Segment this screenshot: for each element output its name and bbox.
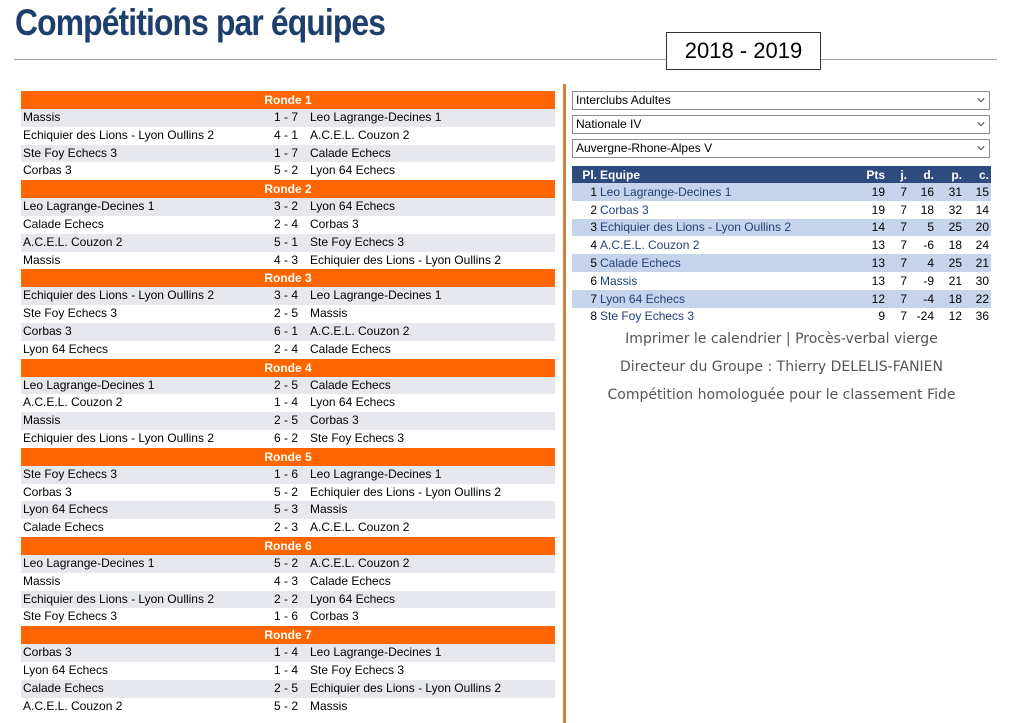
season-label: 2018 - 2019 (666, 32, 821, 70)
match-score: 2 - 4 (274, 216, 299, 231)
standings-row (572, 236, 991, 254)
home-team: Calade Echecs (23, 216, 104, 231)
home-team: Lyon 64 Echecs (23, 341, 108, 356)
away-team: A.C.E.L. Couzon 2 (310, 520, 410, 535)
away-team: Lyon 64 Echecs (310, 163, 395, 178)
played-cell: 7 (900, 273, 907, 288)
away-team: Ste Foy Echecs 3 (310, 662, 405, 677)
match-score: 3 - 4 (274, 288, 299, 303)
away-team: Leo Lagrange-Decines 1 (310, 466, 442, 481)
for-cell: 32 (948, 202, 962, 217)
match-row (21, 162, 555, 180)
round-header: Ronde 2 (21, 180, 555, 198)
standings-row (572, 201, 991, 219)
away-team: Calade Echecs (310, 145, 391, 160)
match-row (21, 680, 555, 698)
away-team: Massis (310, 698, 348, 713)
chevron-down-icon (977, 96, 985, 104)
round-header: Ronde 5 (21, 448, 555, 466)
played-cell: 7 (885, 183, 907, 201)
match-row (21, 430, 555, 448)
away-team: Massis (310, 306, 348, 321)
points-cell: 13 (871, 238, 885, 253)
header-p: p. (934, 166, 962, 183)
team-cell: Massis (600, 273, 638, 288)
match-row (21, 394, 555, 412)
fixtures-table (21, 91, 555, 715)
team-cell: A.C.E.L. Couzon 2 (600, 238, 700, 253)
played-cell: 7 (900, 309, 907, 324)
match-row (21, 644, 555, 662)
away-team: Calade Echecs (310, 573, 391, 588)
header-c: c. (962, 166, 991, 183)
division-select-value: Nationale IV (576, 117, 642, 131)
match-score: 1 - 4 (274, 395, 299, 410)
home-team: Corbas 3 (23, 484, 72, 499)
match-score: 1 - 4 (274, 662, 299, 677)
match-row (21, 341, 555, 359)
match-score: 2 - 5 (274, 377, 299, 392)
points-cell: 13 (860, 254, 885, 272)
points-cell: 19 (860, 183, 885, 201)
away-team: A.C.E.L. Couzon 2 (310, 323, 410, 338)
home-team: Massis (23, 573, 61, 588)
home-team: Ste Foy Echecs 3 (23, 306, 118, 321)
played-cell: 7 (900, 202, 907, 217)
match-score: 2 - 4 (274, 341, 299, 356)
for-cell: 18 (948, 238, 962, 253)
match-row (21, 662, 555, 680)
points-cell: 14 (860, 219, 885, 237)
against-cell: 22 (962, 290, 991, 308)
match-score: 5 - 2 (274, 698, 299, 713)
played-cell: 7 (885, 290, 907, 308)
against-cell: 20 (962, 219, 991, 237)
standings-row (572, 272, 991, 290)
match-score: 5 - 1 (274, 234, 299, 249)
match-score: 4 - 1 (274, 127, 299, 142)
match-row (21, 519, 555, 537)
home-team: Ste Foy Echecs 3 (23, 145, 118, 160)
played-cell: 7 (900, 238, 907, 253)
played-cell: 7 (885, 219, 907, 237)
played-cell: 7 (885, 254, 907, 272)
standings-header-row (572, 166, 991, 183)
away-team: Leo Lagrange-Decines 1 (310, 288, 442, 303)
match-row (21, 698, 555, 716)
match-score: 1 - 7 (274, 110, 299, 124)
standings-row (572, 254, 991, 272)
match-row (21, 216, 555, 234)
standings-row (572, 308, 991, 326)
diff-cell: -4 (907, 290, 934, 308)
rank-cell: 3 (572, 219, 597, 237)
home-team: Leo Lagrange-Decines 1 (23, 377, 155, 392)
home-team: Lyon 64 Echecs (23, 502, 108, 517)
points-cell: 9 (878, 309, 885, 324)
title-divider (14, 59, 997, 60)
diff-cell: -24 (916, 309, 934, 324)
group-select[interactable] (572, 139, 990, 158)
away-team: Calade Echecs (310, 377, 391, 392)
match-row (21, 198, 555, 216)
director-link[interactable]: Directeur du Groupe : Thierry DELELIS-FANIEN (619, 359, 943, 375)
competition-select[interactable] (572, 91, 990, 110)
match-score: 5 - 2 (274, 484, 299, 499)
against-cell: 15 (962, 183, 991, 201)
home-team: A.C.E.L. Couzon 2 (23, 395, 123, 410)
rank-cell: 5 (572, 254, 597, 272)
standings-row (572, 290, 991, 308)
diff-cell: 5 (907, 219, 934, 237)
round-header: Ronde 4 (21, 359, 555, 377)
match-score: 2 - 5 (274, 413, 299, 428)
points-cell: 19 (871, 202, 885, 217)
standings-table (572, 166, 991, 325)
home-team: A.C.E.L. Couzon 2 (23, 698, 123, 713)
home-team: Echiquier des Lions - Lyon Oullins 2 (23, 591, 214, 606)
standings-row (572, 219, 991, 237)
links-separator: | (781, 331, 796, 347)
for-cell: 25 (934, 219, 962, 237)
home-team: Massis (23, 110, 61, 124)
header-pts: Pts (860, 166, 885, 183)
rank-cell: 1 (572, 183, 597, 201)
match-row (21, 608, 555, 626)
header-d: d. (907, 166, 934, 183)
team-cell: Ste Foy Echecs 3 (600, 309, 695, 324)
away-team: Echiquier des Lions - Lyon Oullins 2 (310, 484, 501, 499)
group-select-value: Auvergne-Rhone-Alpes V (576, 141, 713, 155)
standings-row (572, 183, 991, 201)
match-row (21, 466, 555, 484)
match-score: 4 - 3 (274, 573, 299, 588)
director-line (572, 359, 991, 375)
print-calendar-link[interactable]: Imprimer le calendrier (625, 331, 782, 347)
division-select[interactable] (572, 115, 990, 134)
diff-cell: -9 (923, 273, 934, 288)
points-cell: 12 (860, 290, 885, 308)
away-team: Ste Foy Echecs 3 (310, 234, 405, 249)
away-team: A.C.E.L. Couzon 2 (310, 555, 410, 570)
match-row (21, 287, 555, 305)
rank-cell: 7 (572, 290, 597, 308)
away-team: Leo Lagrange-Decines 1 (310, 110, 442, 124)
rank-cell: 6 (590, 273, 597, 288)
print-links (572, 331, 991, 347)
match-score: 5 - 2 (274, 163, 299, 178)
team-cell: Lyon 64 Echecs (597, 290, 860, 308)
round-header: Ronde 6 (21, 537, 555, 555)
rank-cell: 2 (590, 202, 597, 217)
match-score: 4 - 3 (274, 252, 299, 267)
away-team: Corbas 3 (310, 609, 359, 624)
diff-cell: 16 (907, 183, 934, 201)
chevron-down-icon (977, 120, 985, 128)
match-score: 1 - 4 (274, 645, 299, 660)
header-team: Equipe (597, 166, 860, 183)
home-team: Calade Echecs (23, 520, 104, 535)
home-team: Leo Lagrange-Decines 1 (23, 199, 155, 214)
diff-cell: -6 (923, 238, 934, 253)
home-team: Corbas 3 (23, 163, 72, 178)
home-team: Leo Lagrange-Decines 1 (23, 555, 155, 570)
home-team: Corbas 3 (23, 645, 72, 660)
for-cell: 31 (934, 183, 962, 201)
match-score: 1 - 6 (274, 466, 299, 481)
away-team: Lyon 64 Echecs (310, 591, 395, 606)
away-team: Calade Echecs (310, 341, 391, 356)
match-row (21, 305, 555, 323)
chevron-down-icon (977, 144, 985, 152)
against-cell: 30 (975, 273, 989, 288)
match-row (21, 377, 555, 395)
team-cell: Echiquier des Lions - Lyon Oullins 2 (597, 219, 860, 237)
for-cell: 25 (934, 254, 962, 272)
match-row (21, 501, 555, 519)
away-team: Echiquier des Lions - Lyon Oullins 2 (310, 680, 501, 695)
fide-note: Compétition homologuée pour le classement Fide (607, 387, 956, 403)
for-cell: 21 (948, 273, 962, 288)
round-header: Ronde 1 (21, 91, 555, 109)
against-cell: 21 (962, 254, 991, 272)
away-team: Massis (310, 502, 348, 517)
page-title: Compétitions par équipes (15, 2, 386, 43)
home-team: Massis (23, 413, 61, 428)
match-row (21, 591, 555, 609)
match-row (21, 109, 555, 127)
against-cell: 14 (975, 202, 989, 217)
match-score: 2 - 5 (274, 306, 299, 321)
home-team: Ste Foy Echecs 3 (23, 466, 118, 481)
away-team: Lyon 64 Echecs (310, 199, 395, 214)
header-j: j. (885, 166, 907, 183)
match-score: 1 - 6 (274, 609, 299, 624)
round-header: Ronde 3 (21, 269, 555, 287)
rank-cell: 4 (590, 238, 597, 253)
home-team: Lyon 64 Echecs (23, 662, 108, 677)
match-row (21, 252, 555, 270)
match-score: 5 - 3 (274, 502, 299, 517)
match-row (21, 145, 555, 163)
blank-report-link[interactable]: Procès-verbal vierge (795, 331, 938, 347)
home-team: Echiquier des Lions - Lyon Oullins 2 (23, 127, 214, 142)
column-divider (563, 84, 566, 723)
diff-cell: 18 (920, 202, 934, 217)
away-team: Corbas 3 (310, 413, 359, 428)
match-row (21, 234, 555, 252)
home-team: Corbas 3 (23, 323, 72, 338)
home-team: Echiquier des Lions - Lyon Oullins 2 (23, 430, 214, 445)
rank-cell: 8 (590, 309, 597, 324)
home-team: Echiquier des Lions - Lyon Oullins 2 (23, 288, 214, 303)
match-score: 5 - 2 (274, 555, 299, 570)
team-cell: Leo Lagrange-Decines 1 (597, 183, 860, 201)
away-team: Lyon 64 Echecs (310, 395, 395, 410)
match-row (21, 323, 555, 341)
home-team: Ste Foy Echecs 3 (23, 609, 118, 624)
away-team: Corbas 3 (310, 216, 359, 231)
match-score: 2 - 5 (274, 680, 299, 695)
points-cell: 13 (871, 273, 885, 288)
away-team: Ste Foy Echecs 3 (310, 430, 405, 445)
header-pl: Pl. (572, 166, 597, 183)
against-cell: 24 (975, 238, 989, 253)
diff-cell: 4 (907, 254, 934, 272)
match-score: 6 - 2 (274, 430, 299, 445)
for-cell: 18 (934, 290, 962, 308)
match-score: 6 - 1 (274, 323, 299, 338)
for-cell: 12 (948, 309, 962, 324)
team-cell: Corbas 3 (600, 202, 649, 217)
match-score: 3 - 2 (274, 199, 299, 214)
against-cell: 36 (975, 309, 989, 324)
match-score: 2 - 3 (274, 520, 299, 535)
match-row (21, 573, 555, 591)
match-row (21, 484, 555, 502)
competition-select-value: Interclubs Adultes (576, 93, 671, 107)
away-team: Leo Lagrange-Decines 1 (310, 645, 442, 660)
away-team: A.C.E.L. Couzon 2 (310, 127, 410, 142)
team-cell: Calade Echecs (597, 254, 860, 272)
away-team: Echiquier des Lions - Lyon Oullins 2 (310, 252, 501, 267)
match-score: 1 - 7 (274, 145, 299, 160)
home-team: Calade Echecs (23, 680, 104, 695)
home-team: A.C.E.L. Couzon 2 (23, 234, 123, 249)
match-row (21, 412, 555, 430)
match-row (21, 127, 555, 145)
round-header: Ronde 7 (21, 626, 555, 644)
home-team: Massis (23, 252, 61, 267)
match-row (21, 555, 555, 573)
match-score: 2 - 2 (274, 591, 299, 606)
